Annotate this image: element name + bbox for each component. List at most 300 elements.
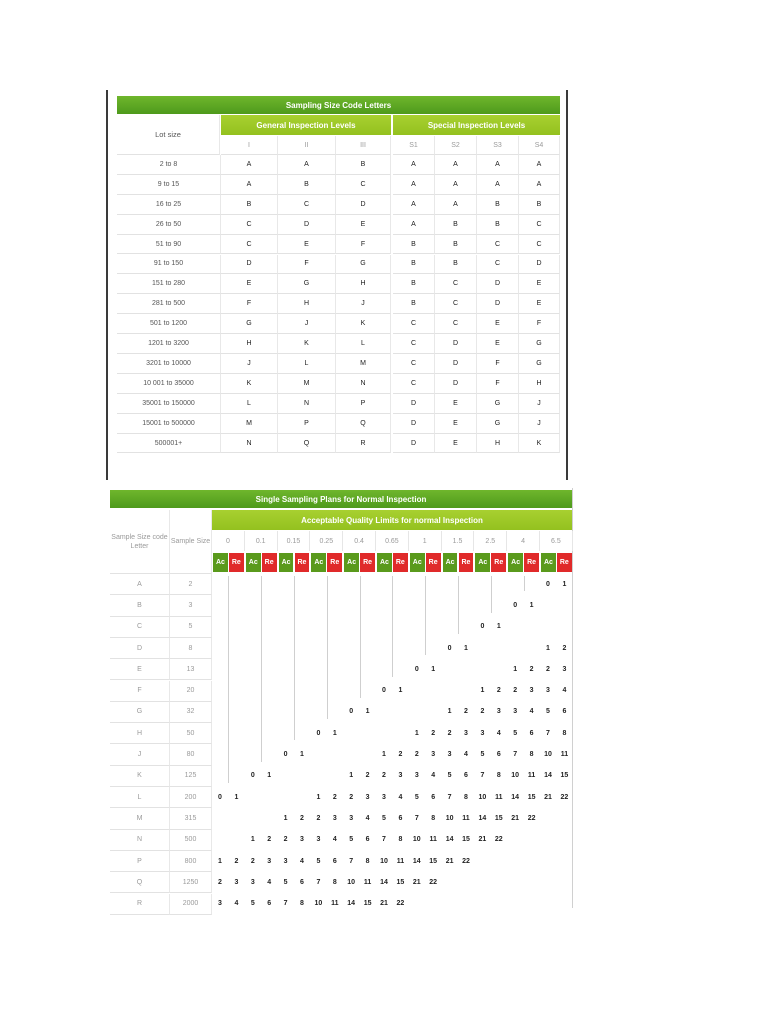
ac-re-value: 15 [462,836,470,844]
ac-re-value: 2 [431,729,436,737]
ac-re-value: 2 [234,857,239,865]
ac-re-value: 8 [365,857,370,865]
code-letter-cell: H [110,723,170,744]
code-letter-cell: H [477,434,519,454]
ac-re-value: 5 [546,708,550,716]
level-header-1: II [278,136,336,155]
sample-size-cell: 1250 [170,872,212,893]
code-letter-cell: C [393,374,435,394]
sample-size-cell: 32 [170,702,212,723]
sample-size-cell: 125 [170,766,212,787]
code-letter-cell: K [110,766,170,787]
ac-re-value: 6 [464,772,468,780]
code-letter-cell: R [110,894,170,915]
ac-re-value: 4 [496,729,501,737]
ac-re-value: 11 [462,814,470,822]
ac-re-value: 1 [332,729,337,737]
general-levels-header: General Inspection Levels [221,115,391,135]
ac-re-value: 2 [382,772,386,780]
code-letter-cell: G [519,354,560,374]
re-label: Re [557,553,572,572]
level-header-5: S3 [477,136,519,155]
code-letter-cell: A [477,175,519,195]
code-letter-cell: A [393,155,435,175]
code-letter-cell: H [519,374,560,394]
ac-re-value: 2 [218,878,222,886]
lot-size-cell: 500001+ [117,434,221,454]
code-letter-cell: J [519,414,560,434]
ac-label: Ac [213,553,228,572]
ac-re-value: 14 [445,836,454,844]
code-letter-cell: C [519,235,560,255]
ac-re-value: 4 [529,708,534,716]
ac-re-value: 8 [300,900,304,908]
sample-size-cell: 50 [170,723,212,744]
sample-size-cell: 8 [170,638,212,659]
ac-re-value: 7 [283,900,288,908]
code-letter-cell: E [110,659,170,680]
ac-re-value: 3 [234,878,239,886]
ac-re-value: 1 [447,708,452,716]
aql-level-2: 0.15 [278,531,311,551]
ac-re-value: 2 [480,708,485,716]
code-letter-cell: B [278,175,336,195]
down-arrow-line [360,576,361,698]
down-arrow-line [524,576,525,591]
ac-re-value: 3 [513,708,518,716]
ac-re-value: 3 [218,900,222,908]
ac-re-value: 14 [347,900,356,908]
code-letter-cell: B [393,294,435,314]
code-letter-cell: A [221,175,278,195]
ac-re-value: 1 [300,751,304,759]
ac-re-value: 3 [414,772,419,780]
ac-re-value: 14 [478,814,487,822]
re-label: Re [295,553,310,572]
ac-re-value: 21 [511,814,520,822]
aql-level-4: 0.4 [343,531,376,551]
ac-re-value: 7 [513,751,518,759]
ac-re-value: 2 [414,751,419,759]
ac-re-value: 3 [562,665,567,673]
ac-re-value: 2 [349,793,354,801]
code-letter-cell: H [278,294,336,314]
ac-re-value: 1 [316,793,321,801]
lot-size-cell: 281 to 500 [117,294,221,314]
down-arrow-line [261,576,262,762]
ac-re-value: 21 [412,878,421,886]
sample-size-cell: 2000 [170,894,212,915]
re-label: Re [360,553,375,572]
code-letter-cell: F [110,681,170,702]
code-letter-cell: F [336,235,391,255]
table1-title: Sampling Size Code Letters [117,96,560,114]
code-letter-cell: E [519,294,560,314]
ac-re-value: 11 [560,751,569,759]
ac-re-value: 1 [349,772,354,780]
code-letter-cell: R [336,434,391,454]
ac-re-value: 3 [447,751,452,759]
down-arrow-line [294,576,295,740]
sample-size-cell: 800 [170,851,212,872]
ac-re-value: 0 [546,580,550,588]
ac-re-value: 4 [234,900,239,908]
ac-re-value: 6 [431,793,436,801]
ac-re-value: 11 [527,772,536,780]
code-letter-cell: B [435,215,477,235]
ac-re-value: 5 [283,878,288,886]
code-letter-cell: A [110,574,170,595]
code-letter-cell: P [336,394,391,414]
sample-size-cell: 80 [170,744,212,765]
code-letter-cell: M [221,414,278,434]
code-letter-cell: F [477,354,519,374]
code-letter-cell: B [477,195,519,215]
ac-re-value: 8 [464,793,468,801]
level-header-0: I [221,136,278,155]
code-letter-cell: D [278,215,336,235]
ac-re-value: 15 [363,900,372,908]
scan-edge-right-2 [572,488,573,908]
lot-size-cell: 9 to 15 [117,175,221,195]
aql-level-8: 2.5 [474,531,507,551]
ac-re-value: 5 [382,814,386,822]
ac-re-value: 5 [447,772,452,780]
ac-re-value: 7 [349,857,354,865]
ac-re-value: 3 [349,814,354,822]
lot-size-cell: 16 to 25 [117,195,221,215]
lot-size-cell: 91 to 150 [117,255,221,275]
code-letter-cell: Q [110,872,170,893]
ac-label: Ac [246,553,261,572]
ac-re-value: 2 [250,857,255,865]
code-letter-cell: E [336,215,391,235]
level-header-3: S1 [393,136,435,155]
ac-re-value: 2 [496,687,501,695]
ac-re-value: 15 [527,793,536,801]
aql-level-0: 0 [212,531,245,551]
ac-re-value: 0 [513,601,518,609]
ac-re-value: 11 [331,900,339,908]
code-letter-cell: L [110,787,170,808]
sample-size-cell: 20 [170,681,212,702]
sample-size-cell: 2 [170,574,212,595]
re-label: Re [393,553,408,572]
ac-re-value: 3 [267,857,272,865]
ac-re-value: 10 [544,751,552,759]
code-letter-cell: B [393,235,435,255]
ac-re-value: 0 [349,708,354,716]
re-label: Re [262,553,277,572]
ac-re-value: 22 [429,878,438,886]
code-letter-cell: E [519,274,560,294]
code-letter-cell: D [435,374,477,394]
code-letter-cell: A [393,195,435,215]
lot-size-header: Lot size [117,115,220,155]
ac-re-value: 7 [480,772,485,780]
code-letter-cell: E [278,235,336,255]
ac-re-value: 3 [300,836,304,844]
lot-size-cell: 10 001 to 35000 [117,374,221,394]
ac-re-value: 4 [398,793,403,801]
ac-re-value: 22 [560,793,569,801]
code-letter-cell: C [110,617,170,638]
ac-re-value: 1 [382,751,386,759]
down-arrow-line [425,576,426,655]
code-letter-cell: C [435,314,477,334]
code-letter-cell: D [393,394,435,414]
ac-re-value: 8 [431,814,436,822]
code-letter-cell: C [477,255,519,275]
ac-re-value: 7 [414,814,419,822]
ac-re-value: 10 [380,857,388,865]
re-label: Re [491,553,506,572]
ac-re-value: 21 [380,900,388,908]
re-label: Re [459,553,474,572]
ac-re-value: 21 [478,836,487,844]
ac-re-value: 0 [283,751,288,759]
code-letter-cell: J [519,394,560,414]
ac-re-value: 8 [496,772,501,780]
code-letter-cell: K [336,314,391,334]
code-letter-cell: Q [278,434,336,454]
aql-level-5: 0.65 [376,531,409,551]
code-letter-cell: B [477,215,519,235]
ac-label: Ac [541,553,556,572]
ac-re-value: 2 [529,665,534,673]
code-letter-cell: E [477,314,519,334]
code-letter-cell: K [519,434,560,454]
code-letter-cell: E [221,274,278,294]
code-letter-cell: C [435,274,477,294]
ac-re-value: 3 [496,708,501,716]
ac-re-value: 5 [414,793,419,801]
code-letter-cell: C [278,195,336,215]
ac-re-value: 15 [429,857,438,865]
code-letter-cell: A [221,155,278,175]
ac-re-value: 3 [398,772,403,780]
ac-re-value: 2 [464,708,468,716]
ac-re-value: 3 [250,878,255,886]
lot-size-cell: 1201 to 3200 [117,334,221,354]
ac-re-value: 1 [250,836,255,844]
ac-re-value: 1 [562,580,567,588]
code-letter-cell: A [519,155,560,175]
ac-re-value: 4 [562,687,567,695]
aql-level-9: 4 [507,531,540,551]
ac-re-value: 7 [546,729,550,737]
code-letter-cell: D [477,294,519,314]
ac-re-value: 2 [513,687,518,695]
code-letter-cell: J [110,744,170,765]
re-label: Re [327,553,342,572]
lot-size-cell: 2 to 8 [117,155,221,175]
code-letter-cell: Q [336,414,391,434]
ac-re-value: 6 [365,836,370,844]
sample-size-cell: 315 [170,808,212,829]
ac-re-value: 7 [382,836,386,844]
ac-re-value: 11 [363,878,372,886]
ac-re-value: 5 [250,900,255,908]
scan-edge-right-1 [566,90,568,480]
code-letter-cell: G [477,414,519,434]
code-letter-cell: N [110,830,170,851]
down-arrow-line [392,576,393,677]
ac-re-value: 1 [529,601,534,609]
ac-re-value: 1 [267,772,272,780]
ac-re-value: 22 [527,814,536,822]
code-letter-cell: K [221,374,278,394]
ac-re-value: 21 [445,857,454,865]
code-letter-cell: M [110,808,170,829]
code-letter-cell: B [221,195,278,215]
scan-edge-left-1 [106,90,108,480]
sample-size-cell: 200 [170,787,212,808]
aql-level-7: 1.5 [442,531,475,551]
code-letter-cell: A [519,175,560,195]
ac-re-value: 22 [462,857,470,865]
code-letter-cell: N [336,374,391,394]
ac-re-value: 10 [412,836,421,844]
code-letter-cell: E [435,414,477,434]
code-letter-cell: G [336,255,391,275]
aql-header: Acceptable Quality Limits for normal Inspection [212,510,572,530]
ac-re-value: 3 [480,729,485,737]
ac-re-value: 1 [398,687,403,695]
special-levels-header: Special Inspection Levels [393,115,560,135]
ac-re-value: 6 [562,708,567,716]
ac-re-value: 4 [267,878,272,886]
ac-re-value: 3 [382,793,386,801]
code-letter-cell: B [435,235,477,255]
ac-re-value: 2 [283,836,288,844]
ac-re-value: 6 [332,857,337,865]
ac-re-value: 15 [494,814,503,822]
lot-size-cell: 151 to 280 [117,274,221,294]
ac-re-value: 10 [511,772,520,780]
down-arrow-line [458,576,459,634]
ac-re-value: 2 [398,751,403,759]
ac-re-value: 0 [316,729,321,737]
ac-re-value: 0 [382,687,386,695]
code-letter-cell: J [221,354,278,374]
code-letter-cell: C [393,334,435,354]
ac-re-value: 6 [529,729,534,737]
ac-re-value: 22 [494,836,503,844]
sample-size-cell: 500 [170,830,212,851]
ac-re-value: 2 [332,793,337,801]
lot-size-cell: 51 to 90 [117,235,221,255]
code-letter-cell: C [477,235,519,255]
ac-re-value: 5 [513,729,518,737]
code-letter-cell: A [393,215,435,235]
table2-title: Single Sampling Plans for Normal Inspection [110,490,572,508]
code-letter-cell: C [221,215,278,235]
sample-size-header: Sample Size [170,510,212,574]
ac-re-value: 10 [314,900,323,908]
ac-re-value: 4 [300,857,304,865]
ac-re-value: 3 [431,751,436,759]
ac-label: Ac [311,553,326,572]
ac-re-value: 3 [546,687,550,695]
code-letter-cell: B [393,255,435,275]
ac-re-value: 7 [316,878,321,886]
ac-re-value: 6 [398,814,403,822]
ac-re-value: 14 [544,772,552,780]
code-letter-cell: L [336,334,391,354]
ac-re-value: 2 [447,729,452,737]
code-letter-cell: B [336,155,391,175]
ac-label: Ac [443,553,458,572]
ac-re-value: 3 [464,729,468,737]
ac-re-value: 10 [347,878,356,886]
sample-size-cell: 5 [170,617,212,638]
ac-re-value: 11 [495,793,503,801]
ac-re-value: 2 [316,814,321,822]
ac-re-value: 2 [300,814,304,822]
code-letter-cell: D [435,354,477,374]
code-letter-cell: G [477,394,519,414]
ac-re-value: 22 [396,900,405,908]
ac-label: Ac [508,553,523,572]
code-letter-cell: K [278,334,336,354]
code-letter-cell: G [110,702,170,723]
ac-re-value: 0 [480,623,485,631]
code-letter-cell: A [435,155,477,175]
code-letter-cell: P [110,851,170,872]
ac-re-value: 0 [414,665,419,673]
sample-size-cell: 3 [170,595,212,616]
lot-size-cell: 26 to 50 [117,215,221,235]
code-letter-cell: D [519,255,560,275]
code-letter-cell: D [110,638,170,659]
code-letter-cell: C [393,314,435,334]
code-letter-cell: M [336,354,391,374]
ac-re-value: 3 [529,687,534,695]
ac-label: Ac [377,553,392,572]
code-letter-cell: A [278,155,336,175]
down-arrow-line [228,576,229,783]
ac-label: Ac [344,553,359,572]
ac-re-value: 4 [464,751,468,759]
ac-label: Ac [475,553,490,572]
lot-size-cell: 3201 to 10000 [117,354,221,374]
code-letter-cell: B [110,595,170,616]
aql-level-3: 0.25 [310,531,343,551]
ac-re-value: 10 [445,814,454,822]
code-letter-cell: L [278,354,336,374]
re-label: Re [524,553,539,572]
ac-re-value: 11 [396,857,405,865]
ac-re-value: 14 [412,857,421,865]
aql-level-6: 1 [409,531,442,551]
level-header-2: III [336,136,391,155]
ac-re-value: 1 [218,857,222,865]
code-letter-cell: F [477,374,519,394]
sample-size-cell: 13 [170,659,212,680]
ac-re-value: 1 [464,644,468,652]
lot-size-cell: 35001 to 150000 [117,394,221,414]
code-letter-cell: C [221,235,278,255]
ac-re-value: 4 [431,772,436,780]
code-letter-cell: B [435,255,477,275]
ac-re-value: 10 [478,793,487,801]
code-letter-cell: N [278,394,336,414]
aql-level-1: 0.1 [245,531,278,551]
ac-re-value: 2 [562,644,567,652]
code-letter-cell: F [519,314,560,334]
code-letter-cell: G [221,314,278,334]
